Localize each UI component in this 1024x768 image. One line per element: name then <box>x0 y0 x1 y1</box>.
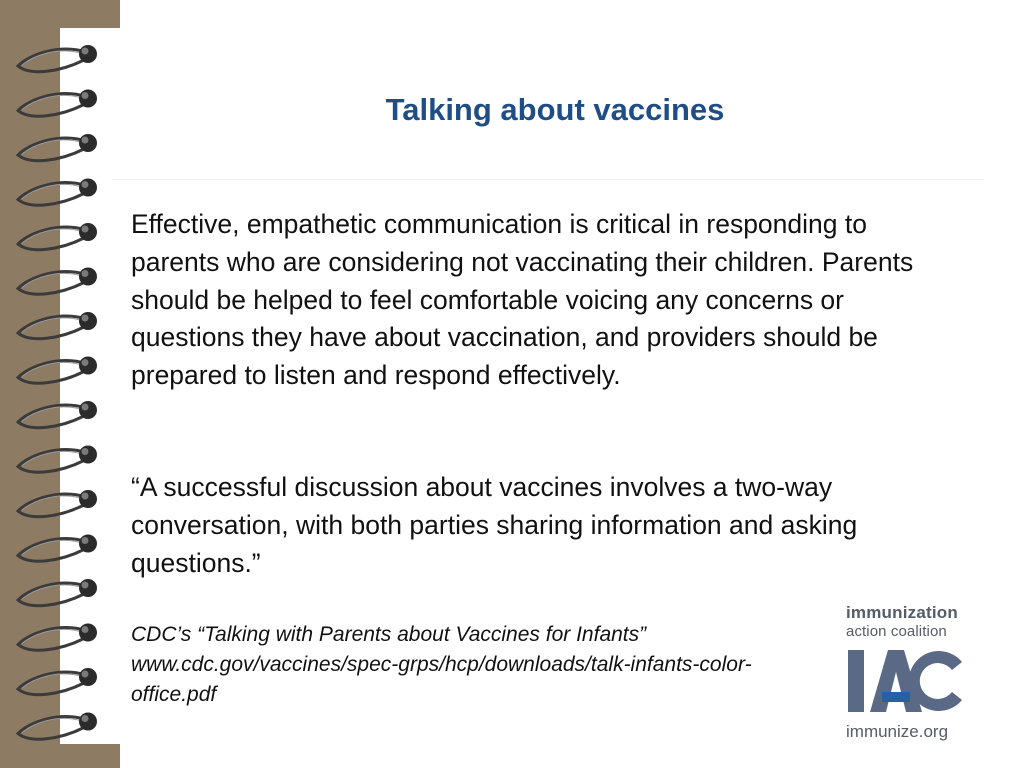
iac-mark-icon <box>846 644 964 720</box>
citation-url: www.cdc.gov/vaccines/spec-grps/hcp/downloads/talk-infants-color-office.pdf <box>131 653 752 706</box>
slide-title: Talking about vaccines <box>385 92 725 127</box>
iac-logo <box>846 603 976 742</box>
title-divider <box>112 179 984 180</box>
spiral-binding-ring-icon <box>18 401 97 428</box>
logo-text-url: immunize.org <box>846 722 949 741</box>
spiral-binding-ring-icon <box>18 579 97 606</box>
spiral-binding-ring-icon <box>18 624 97 651</box>
spiral-binding-ring-icon <box>18 490 97 517</box>
spiral-binding-ring-icon <box>18 668 97 695</box>
spiral-binding-ring-icon <box>18 446 97 473</box>
spiral-binding-ring-icon <box>18 179 97 206</box>
citation-title: CDC’s “Talking with Parents about Vaccines for Infants” <box>131 623 647 646</box>
body-paragraph-1: Effective, empathetic communication is critical in responding to parents who are considering not vaccinating their children. Parents should be helped to feel comfortable voicing any concerns or questions they have about vaccination, and providers should be prepared to listen and respond effectively. <box>131 209 914 391</box>
spiral-binding-ring-icon <box>18 357 97 384</box>
spiral-binding-ring-icon <box>18 535 97 562</box>
logo-text-action-coalition: action coalition <box>846 623 947 640</box>
spiral-binding-ring-icon <box>18 45 97 72</box>
spiral-binding-ring-icon <box>18 134 97 161</box>
spiral-binding-ring-icon <box>18 312 97 339</box>
spiral-binding-ring-icon <box>18 223 97 250</box>
quote-paragraph: “A successful discussion about vaccines involves a two-way conversation, with both parties sharing information and asking questions.” <box>131 472 858 578</box>
spiral-binding <box>0 0 120 768</box>
logo-mark-text: IAC <box>846 644 848 645</box>
spiral-binding-ring-icon <box>18 90 97 117</box>
spiral-binding-ring-icon <box>18 713 97 740</box>
logo-text-immunization: immunization <box>846 603 958 622</box>
citation <box>131 620 831 710</box>
spiral-binding-ring-icon <box>18 268 97 295</box>
